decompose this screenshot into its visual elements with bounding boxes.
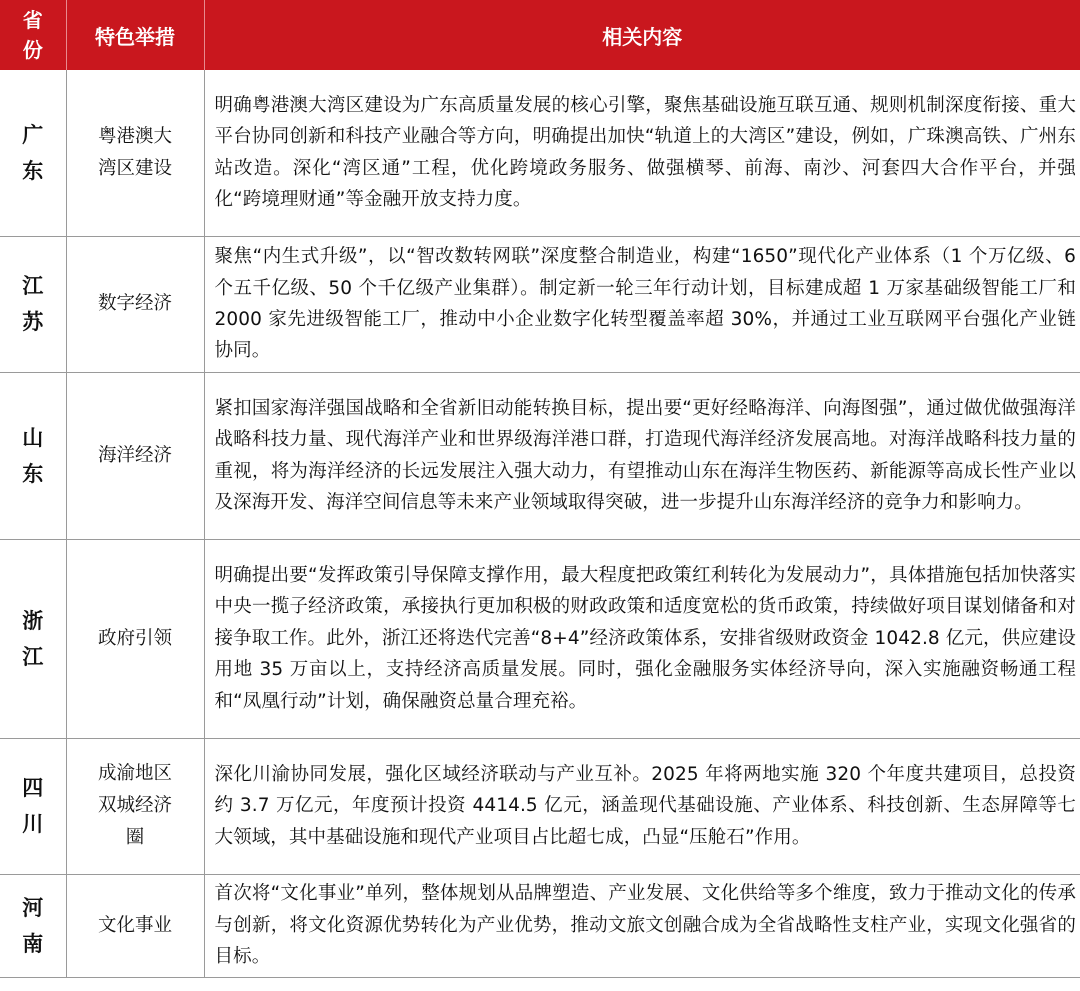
province-cell: 广 东: [0, 70, 66, 236]
table-row-sichuan: [0, 738, 1080, 874]
province-cell: 江 苏: [0, 236, 66, 372]
header-province: 省 份: [0, 0, 66, 70]
table-row-zhejiang: [0, 539, 1080, 738]
content-cell: 首次将“文化事业”单列，整体规划从品牌塑造、产业发展、文化供给等多个维度，致力于推动文化的传承与创新，将文化资源优势转化为产业优势，推动文旅文创融合成为全省战略性支柱产业，实现文化强省的目标。: [204, 874, 1080, 977]
table-row-guangdong: [0, 70, 1080, 236]
measure-cell: 海洋经济: [66, 372, 204, 539]
header-measure: 特色举措: [66, 0, 204, 70]
content-cell: 深化川渝协同发展，强化区域经济联动与产业互补。2025 年将两地实施 320 个年度共建项目，总投资约 3.7 万亿元，年度预计投资 4414.5 亿元，涵盖现代基础设施、产业体系、科技创新、生态屏障等七大领域，其中基础设施和现代产业项目占比超七成，凸显“压舱石”作用。: [204, 738, 1080, 874]
table-row-jiangsu: [0, 236, 1080, 372]
table-row-henan: [0, 874, 1080, 977]
measure-cell: 数字经济: [66, 236, 204, 372]
table-row-shandong: [0, 372, 1080, 539]
measure-cell: 政府引领: [66, 539, 204, 738]
measure-cell: 粤港澳大 湾区建设: [66, 70, 204, 236]
header-content: 相关内容: [204, 0, 1080, 70]
measure-cell: 文化事业: [66, 874, 204, 977]
province-cell: 浙 江: [0, 539, 66, 738]
content-cell: 聚焦“内生式升级”，以“智改数转网联”深度整合制造业，构建“1650”现代化产业体系（1 个万亿级、6 个五千亿级、50 个千亿级产业集群）。制定新一轮三年行动计划，目标建成超 1 万家基础级智能工厂和 2000 家先进级智能工厂，推动中小企业数字化转型覆盖率超 30%，并通过工业互联网平台强化产业链协同。: [204, 236, 1080, 372]
measure-cell: 成渝地区 双城经济 圈: [66, 738, 204, 874]
content-cell: 明确粤港澳大湾区建设为广东高质量发展的核心引擎，聚焦基础设施互联互通、规则机制深度衔接、重大平台协同创新和科技产业融合等方向，明确提出加快“轨道上的大湾区”建设，例如，广珠澳高铁、广州东站改造。深化“湾区通”工程，优化跨境政务服务、做强横琴、前海、南沙、河套四大合作平台，并强化“跨境理财通”等金融开放支持力度。: [204, 70, 1080, 236]
province-cell: 四 川: [0, 738, 66, 874]
province-cell: 河 南: [0, 874, 66, 977]
table-body: [0, 70, 1080, 977]
content-cell: 紧扣国家海洋强国战略和全省新旧动能转换目标，提出要“更好经略海洋、向海图强”，通过做优做强海洋战略科技力量、现代海洋产业和世界级海洋港口群，打造现代海洋经济发展高地。对海洋战略科技力量的重视，将为海洋经济的长远发展注入强大动力，有望推动山东在海洋生物医药、新能源等高成长性产业以及深海开发、海洋空间信息等未来产业领域取得突破，进一步提升山东海洋经济的竞争力和影响力。: [204, 372, 1080, 539]
province-cell: 山 东: [0, 372, 66, 539]
content-cell: 明确提出要“发挥政策引导保障支撑作用，最大程度把政策红利转化为发展动力”，具体措施包括加快落实中央一揽子经济政策，承接执行更加积极的财政政策和适度宽松的货币政策，持续做好项目谋划储备和对接争取工作。此外，浙江还将迭代完善“8+4”经济政策体系，安排省级财政资金 1042.8 亿元，供应建设用地 35 万亩以上，支持经济高质量发展。同时，强化金融服务实体经济导向，深入实施融资畅通工程和“凤凰行动”计划，确保融资总量合理充裕。: [204, 539, 1080, 738]
table-header: [0, 0, 1080, 70]
